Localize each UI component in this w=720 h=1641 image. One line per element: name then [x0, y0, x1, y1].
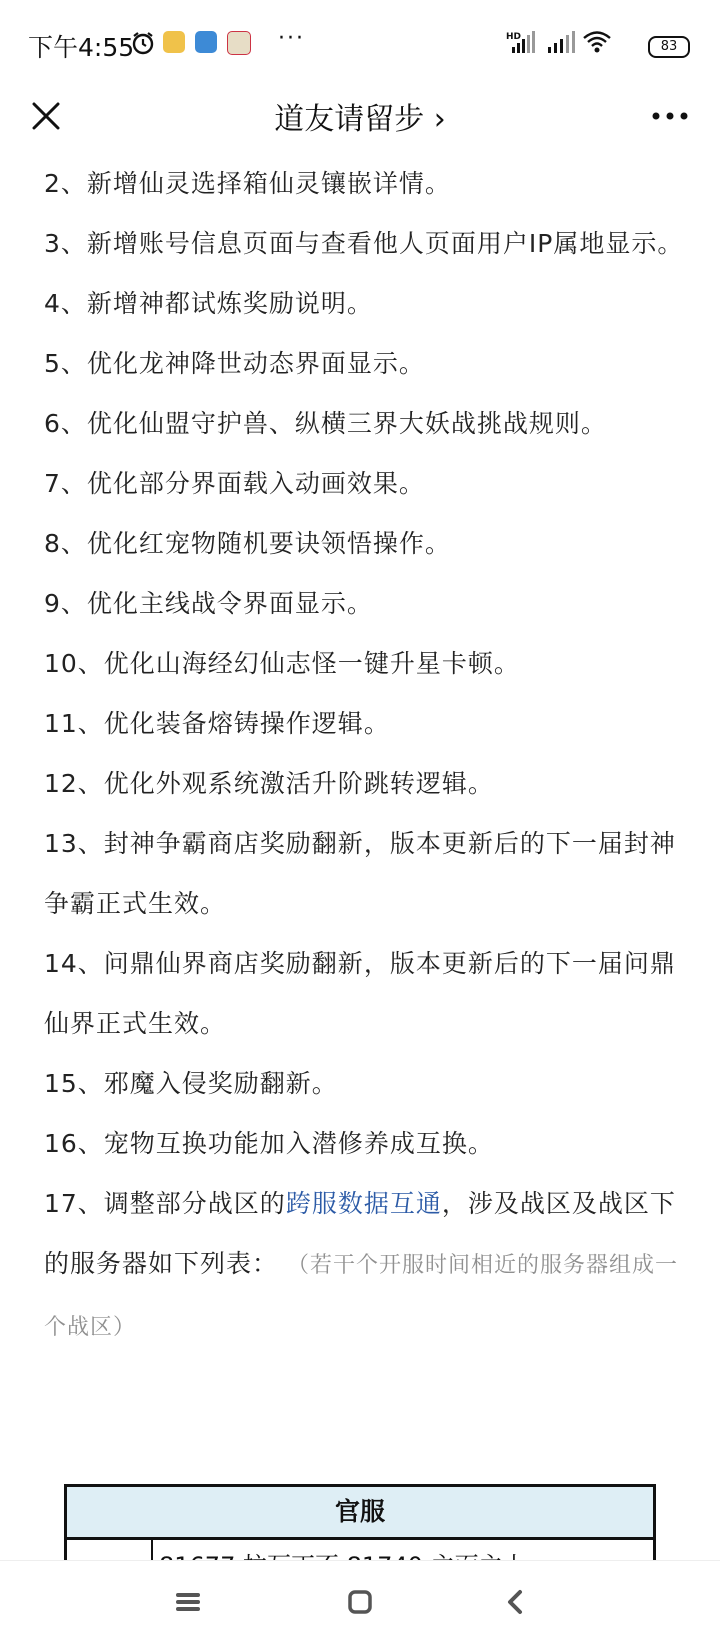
notification-more-icon: ···: [278, 26, 305, 51]
list-item: 4、新增神都试炼奖励说明。: [44, 289, 373, 318]
list-item: 11、优化装备熔铸操作逻辑。: [44, 709, 390, 738]
list-item: 6、优化仙盟守护兽、纵横三界大妖战挑战规则。: [44, 409, 607, 438]
menu-icon[interactable]: [168, 1585, 208, 1619]
item-17-note: （若干个开服时间相近的服务器组成一个战区）: [44, 1253, 678, 1340]
list-item: 16、宠物互换功能加入潜修养成互换。: [44, 1129, 494, 1158]
list-item: 7、优化部分界面载入动画效果。: [44, 469, 425, 498]
list-item: 5、优化龙神降世动态界面显示。: [44, 349, 425, 378]
battery-icon: [648, 36, 690, 58]
list-item: 15、邪魔入侵奖励翻新。: [44, 1069, 338, 1098]
list-item: 2、新增仙灵选择箱仙灵镶嵌详情。: [44, 169, 451, 198]
item-17-prefix: 17、调整部分战区的: [44, 1189, 286, 1218]
wifi-icon: [582, 30, 612, 54]
page-title[interactable]: [0, 94, 720, 138]
app-icon-blue: [195, 31, 217, 53]
app-icon-yellow: [163, 31, 185, 53]
list-item: 9、优化主线战令界面显示。: [44, 589, 373, 618]
list-item: 10、优化山海经幻仙志怪一键升星卡顿。: [44, 649, 520, 678]
network-label: HD: [506, 32, 522, 42]
app-icon-red: [227, 31, 251, 55]
list-item: 8、优化红宠物随机要诀领悟操作。: [44, 529, 451, 558]
table-header: 官服: [67, 1487, 653, 1540]
article-body: [44, 154, 684, 1358]
battery-level: 83: [660, 39, 678, 54]
list-item: 14、问鼎仙界商店奖励翻新，版本更新后的下一届问鼎仙界正式生效。: [44, 949, 676, 1038]
chevron-right-icon: ›: [433, 102, 446, 137]
header-bar: [0, 88, 720, 154]
cross-server-link[interactable]: 跨服数据互通: [285, 1189, 442, 1218]
system-nav-bar: [0, 1560, 720, 1641]
list-item: 13、封神争霸商店奖励翻新，版本更新后的下一届封神争霸正式生效。: [44, 829, 676, 918]
more-options-icon[interactable]: [642, 92, 698, 140]
alarm-icon: [130, 30, 156, 56]
page-title-text[interactable]: 道友请留步: [274, 102, 425, 137]
status-time: 下午4:55: [28, 33, 135, 62]
item-17-suffix: ，涉及战区及战区下的服务器如下列表：: [44, 1189, 676, 1278]
list-item: 12、优化外观系统激活升阶跳转逻辑。: [44, 769, 494, 798]
list-item: 3、新增账号信息页面与查看他人页面用户IP属地显示。: [44, 229, 684, 258]
back-icon[interactable]: [496, 1585, 536, 1619]
list-item-17: [44, 1174, 684, 1358]
signal-icon: [546, 30, 576, 54]
status-bar: [0, 0, 720, 88]
home-icon[interactable]: [340, 1585, 380, 1619]
hd-signal-icon: [506, 30, 536, 54]
